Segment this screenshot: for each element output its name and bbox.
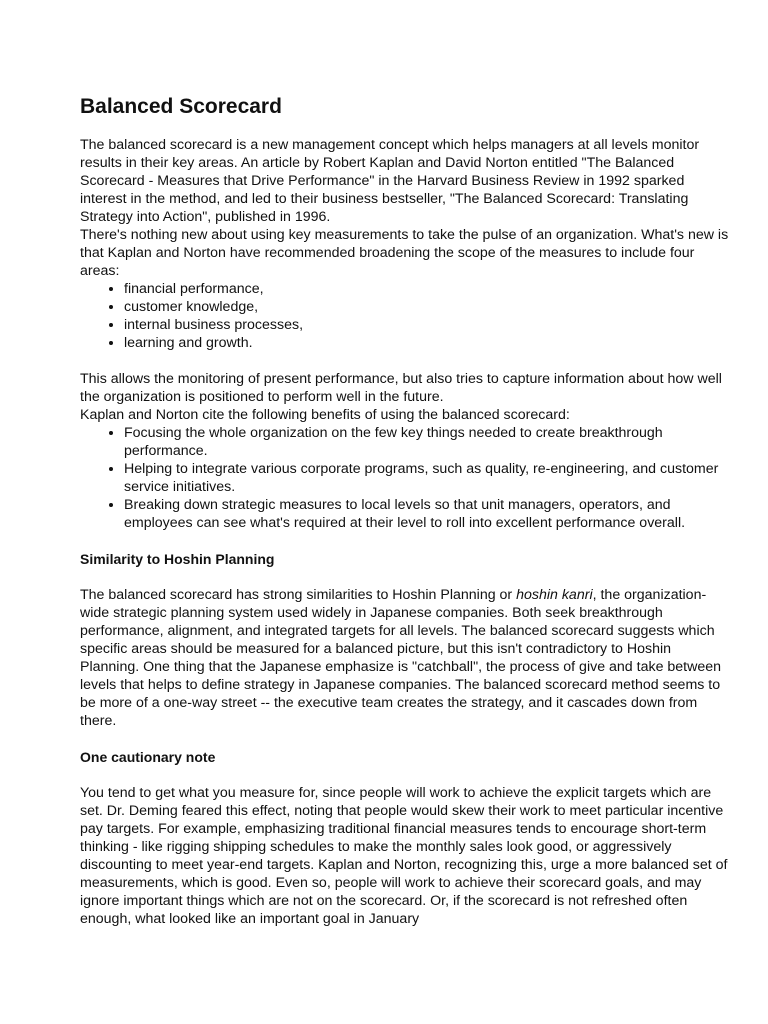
spacer xyxy=(80,766,730,784)
spacer xyxy=(80,568,730,586)
spacer xyxy=(80,532,730,550)
hoshin-text-after: , the organization-wide strategic planning system used widely in Japanese companies. Both seek breakthrough performance, alignment, and integrated targets for all levels. The balanced scorecard suggests which specific areas should be measured for a balanced picture, but this isn't contradictory to Hoshin Planning. One thing that the Japanese emphasize is "catchball", the process of give and take between levels that helps to define strategy in Japanese companies. The balanced scorecard method seems to be more of a one-way street -- the executive team creates the strategy, and it cascades down from there. xyxy=(80,587,722,729)
hoshin-text-before: The balanced scorecard has strong similarities to Hoshin Planning or xyxy=(80,587,517,603)
section-heading-caution: One cautionary note xyxy=(80,749,216,765)
list-item: • Focusing the whole organization on the few key things needed to create breakthrough performance. xyxy=(124,424,730,460)
spacer xyxy=(80,352,730,370)
document-page xyxy=(80,94,730,928)
list-item: • learning and growth. xyxy=(124,334,730,352)
four-areas-list xyxy=(80,280,730,352)
intro-paragraph-1: The balanced scorecard is a new management concept which helps managers at all levels monitor results in their key areas. An article by Robert Kaplan and David Norton entitled "The Balanced Scorecard - Measures that Drive Performance" in the Harvard Business Review in 1992 sparked interest in the method, and led to their business bestseller, "The Balanced Scorecard: Translating Strategy into Action", published in 1996. xyxy=(80,137,700,225)
intro-paragraph-4: Kaplan and Norton cite the following benefits of using the balanced scorecard: xyxy=(80,407,570,423)
list-item: • financial performance, xyxy=(124,280,730,298)
hoshin-kanri-italic: hoshin kanri xyxy=(516,587,593,603)
hoshin-paragraph xyxy=(80,586,730,730)
list-item: • Helping to integrate various corporate programs, such as quality, re-engineering, and customer service initiatives. xyxy=(124,460,730,496)
list-item: • customer knowledge, xyxy=(124,298,730,316)
list-item: • internal business processes, xyxy=(124,316,730,334)
intro-paragraph-2: There's nothing new about using key measurements to take the pulse of an organization. What's new is that Kaplan and Norton have recommended broadening the scope of the measures to include four areas: xyxy=(80,227,729,279)
caution-paragraph: You tend to get what you measure for, since people will work to achieve the explicit targets which are set. Dr. Deming feared this effect, noting that people would skew their work to meet particular incentive pay targets. For example, emphasizing traditional financial measures tends to encourage short-term thinking - like rigging shipping schedules to make the monthly sales look good, or aggressively discounting to meet year-end targets. Kaplan and Norton, recognizing this, urge a more balanced set of measurements, which is good. Even so, people will work to achieve their scorecard goals, and may ignore important things which are not on the scorecard. Or, if the scorecard is not refreshed often enough, what looked like an important goal in January xyxy=(80,785,728,927)
spacer xyxy=(80,730,730,748)
list-item: • Breaking down strategic measures to local levels so that unit managers, operators, and employees can see what's required at their level to roll into excellent performance overall. xyxy=(124,496,730,532)
document-title: Balanced Scorecard xyxy=(80,95,282,118)
benefits-list xyxy=(80,424,730,532)
intro-paragraph-3: This allows the monitoring of present performance, but also tries to capture information about how well the organization is positioned to perform well in the future. xyxy=(80,371,722,405)
section-heading-hoshin: Similarity to Hoshin Planning xyxy=(80,551,275,567)
